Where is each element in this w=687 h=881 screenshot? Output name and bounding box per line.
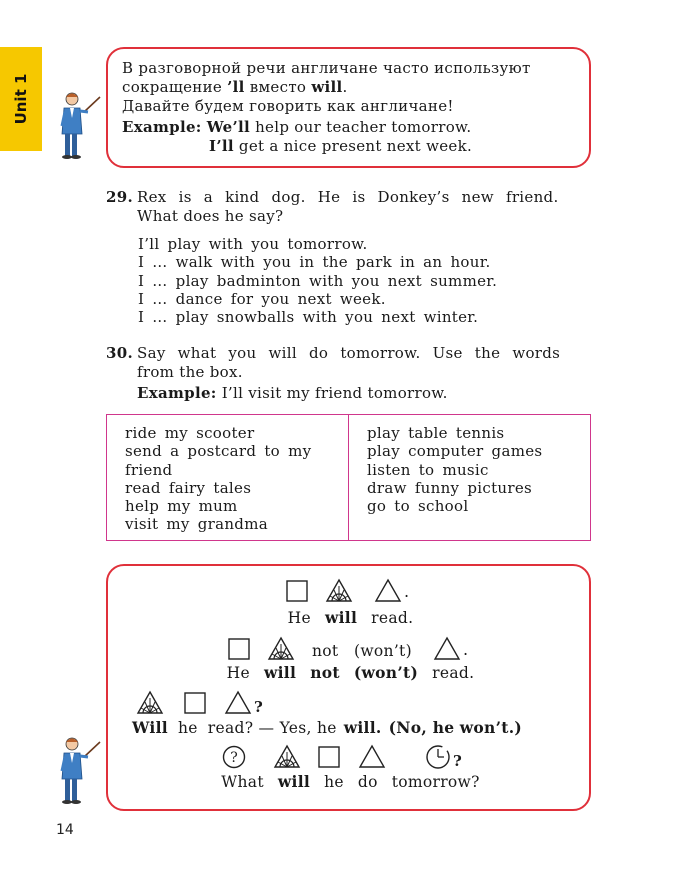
note-line-1: В разговорной речи англичане часто используют xyxy=(122,59,531,77)
note-example-1: Example: We’ll help our teacher tomorrow. xyxy=(122,118,472,136)
word-box-right-column xyxy=(349,415,590,540)
schema-line-question: Will he read? — Yes, he will. (No, he won’t.) xyxy=(132,718,523,737)
task-text-line-2: What does he say? xyxy=(137,206,284,225)
task-text-line-1: Say what you will do tomorrow. Use the words xyxy=(137,344,561,362)
page-number: 14 xyxy=(56,822,74,838)
square-symbol-icon xyxy=(228,638,250,660)
sun-triangle-symbol-icon xyxy=(325,578,353,603)
teacher-icon xyxy=(58,90,104,162)
task-text-line-2: from the box. xyxy=(137,362,243,381)
task-example: Example: I’ll visit my friend tomorrow. xyxy=(137,384,448,402)
word-item: friend xyxy=(125,460,173,479)
word-item: play table tennis xyxy=(367,424,505,442)
sun-triangle-symbol-icon xyxy=(136,690,164,715)
schema-line-negative: He will not (won’t) read. xyxy=(226,663,475,682)
word-item: send a postcard to my xyxy=(125,442,312,461)
word-item: play computer games xyxy=(367,442,543,461)
word-box-left-column xyxy=(107,415,349,540)
task-number: 29. xyxy=(106,188,133,206)
question-mark: ? xyxy=(453,752,462,770)
clock-icon xyxy=(425,744,451,770)
unit-tab xyxy=(0,47,42,151)
question-circle-icon xyxy=(222,745,246,769)
word-item: help my mum xyxy=(125,497,238,516)
word-item: listen to music xyxy=(367,460,489,479)
schema-line-affirmative: He will read. xyxy=(287,608,414,627)
note-line-3: Давайте будем говорить как англичане! xyxy=(122,97,454,115)
task-29 xyxy=(106,188,592,225)
schema-wont-text: (won’t) xyxy=(354,642,412,660)
triangle-symbol-icon xyxy=(224,690,252,715)
svg-text:?: ? xyxy=(230,750,238,766)
list-item: I … play snowballs with you next winter. xyxy=(138,308,479,327)
task-number: 30. xyxy=(106,344,133,362)
note-example-2: I’ll get a nice present next week. xyxy=(209,137,473,155)
schema-line-wh-question: What will he do tomorrow? xyxy=(221,772,480,791)
square-symbol-icon xyxy=(184,692,206,714)
note-line-2: сокращение ’ll вместо will. xyxy=(122,78,348,96)
square-symbol-icon xyxy=(318,746,340,768)
period-mark: . xyxy=(463,640,469,659)
list-item: I’ll play with you tomorrow. xyxy=(138,235,368,253)
word-item: visit my grandma xyxy=(125,515,268,534)
grammar-note-box xyxy=(106,47,591,168)
teacher-icon xyxy=(58,735,104,807)
word-item: go to school xyxy=(367,497,469,516)
triangle-symbol-icon xyxy=(433,636,461,661)
word-item: ride my scooter xyxy=(125,424,255,442)
list-item: I … dance for you next week. xyxy=(138,289,386,308)
list-item: I … walk with you in the park in an hour. xyxy=(138,253,491,272)
question-mark: ? xyxy=(254,698,263,716)
grammar-schema-box xyxy=(106,564,591,811)
sun-triangle-symbol-icon xyxy=(267,636,295,661)
word-item: read fairy tales xyxy=(125,478,252,497)
task-30 xyxy=(106,344,592,403)
sun-triangle-symbol-icon xyxy=(273,744,301,769)
period-mark: . xyxy=(404,582,410,601)
word-box xyxy=(106,414,591,541)
task-29-lines xyxy=(138,235,497,326)
task-text-line-1: Rex is a kind dog. He is Donkey’s new friend. xyxy=(137,188,559,206)
triangle-symbol-icon xyxy=(374,578,402,603)
list-item: I … play badminton with you next summer. xyxy=(138,271,498,290)
square-symbol-icon xyxy=(286,580,308,602)
unit-tab-label: Unit 1 xyxy=(12,73,30,125)
schema-not-text: not xyxy=(312,642,339,660)
triangle-symbol-icon xyxy=(358,744,386,769)
word-item: draw funny pictures xyxy=(367,478,533,497)
